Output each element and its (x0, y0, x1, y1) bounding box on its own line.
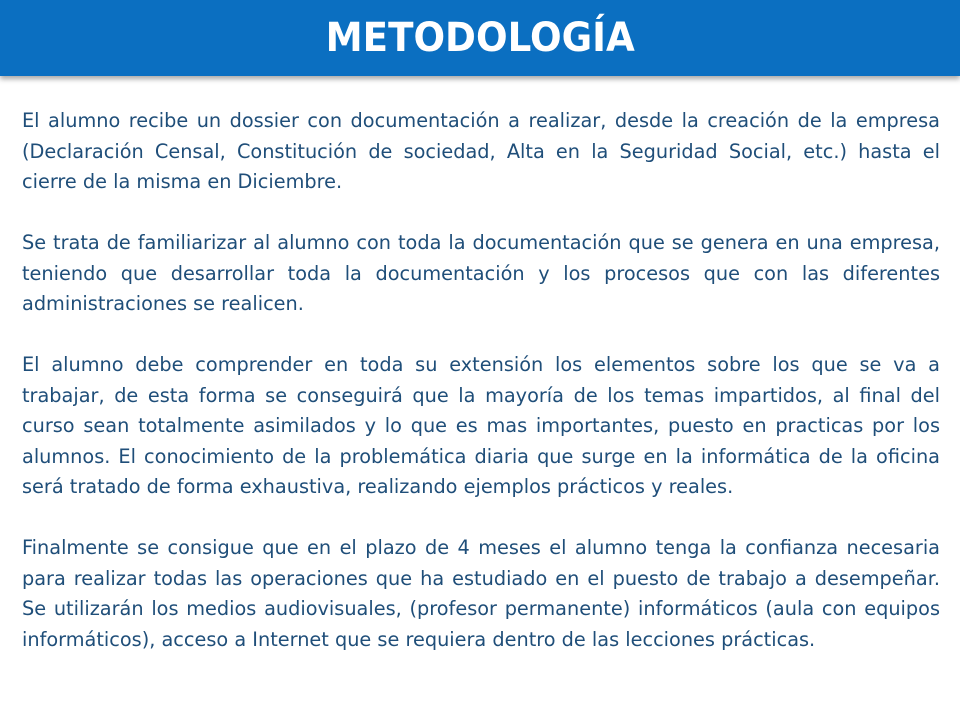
paragraph-conclusion: Finalmente se consigue que en el plazo de 4 meses el alumno tenga la confianza necesaria para realizar todas las operaciones que ha estudiado en el puesto de trabajo a desempeñar. Se utilizarán los medios audiovisuales, (profesor permanente) informáticos (aula con equipos informáticos), acceso a Internet que se requiera dentro de las lecciones prácticas. (22, 536, 940, 651)
paragraph-understanding: El alumno debe comprender en toda su extensión los elementos sobre los que se va a trabajar, de esta forma se conseguirá que la mayoría de los temas impartidos, al final del curso sean totalmente asimilados y lo que es mas importantes, puesto en practicas por los alumnos. El conocimiento de la problemática diaria que surge en la informática de la oficina será tratado de forma exhaustiva, realizando ejemplos prácticos y reales. (22, 353, 940, 498)
paragraph-documentation: El alumno recibe un dossier con documentación a realizar, desde la creación de la empresa (Declaración Censal, Constitución de sociedad, Alta en la Seguridad Social, etc.) hasta el cierre de la misma en Diciembre. (22, 109, 940, 193)
slide-body (22, 106, 940, 655)
slide-title: METODOLOGÍA (325, 15, 635, 61)
paragraph-familiarize: Se trata de familiarizar al alumno con toda la documentación que se genera en una empresa, teniendo que desarrollar toda la documentación y los procesos que con las diferentes administraciones se realicen. (22, 231, 940, 315)
title-bar (0, 0, 960, 76)
